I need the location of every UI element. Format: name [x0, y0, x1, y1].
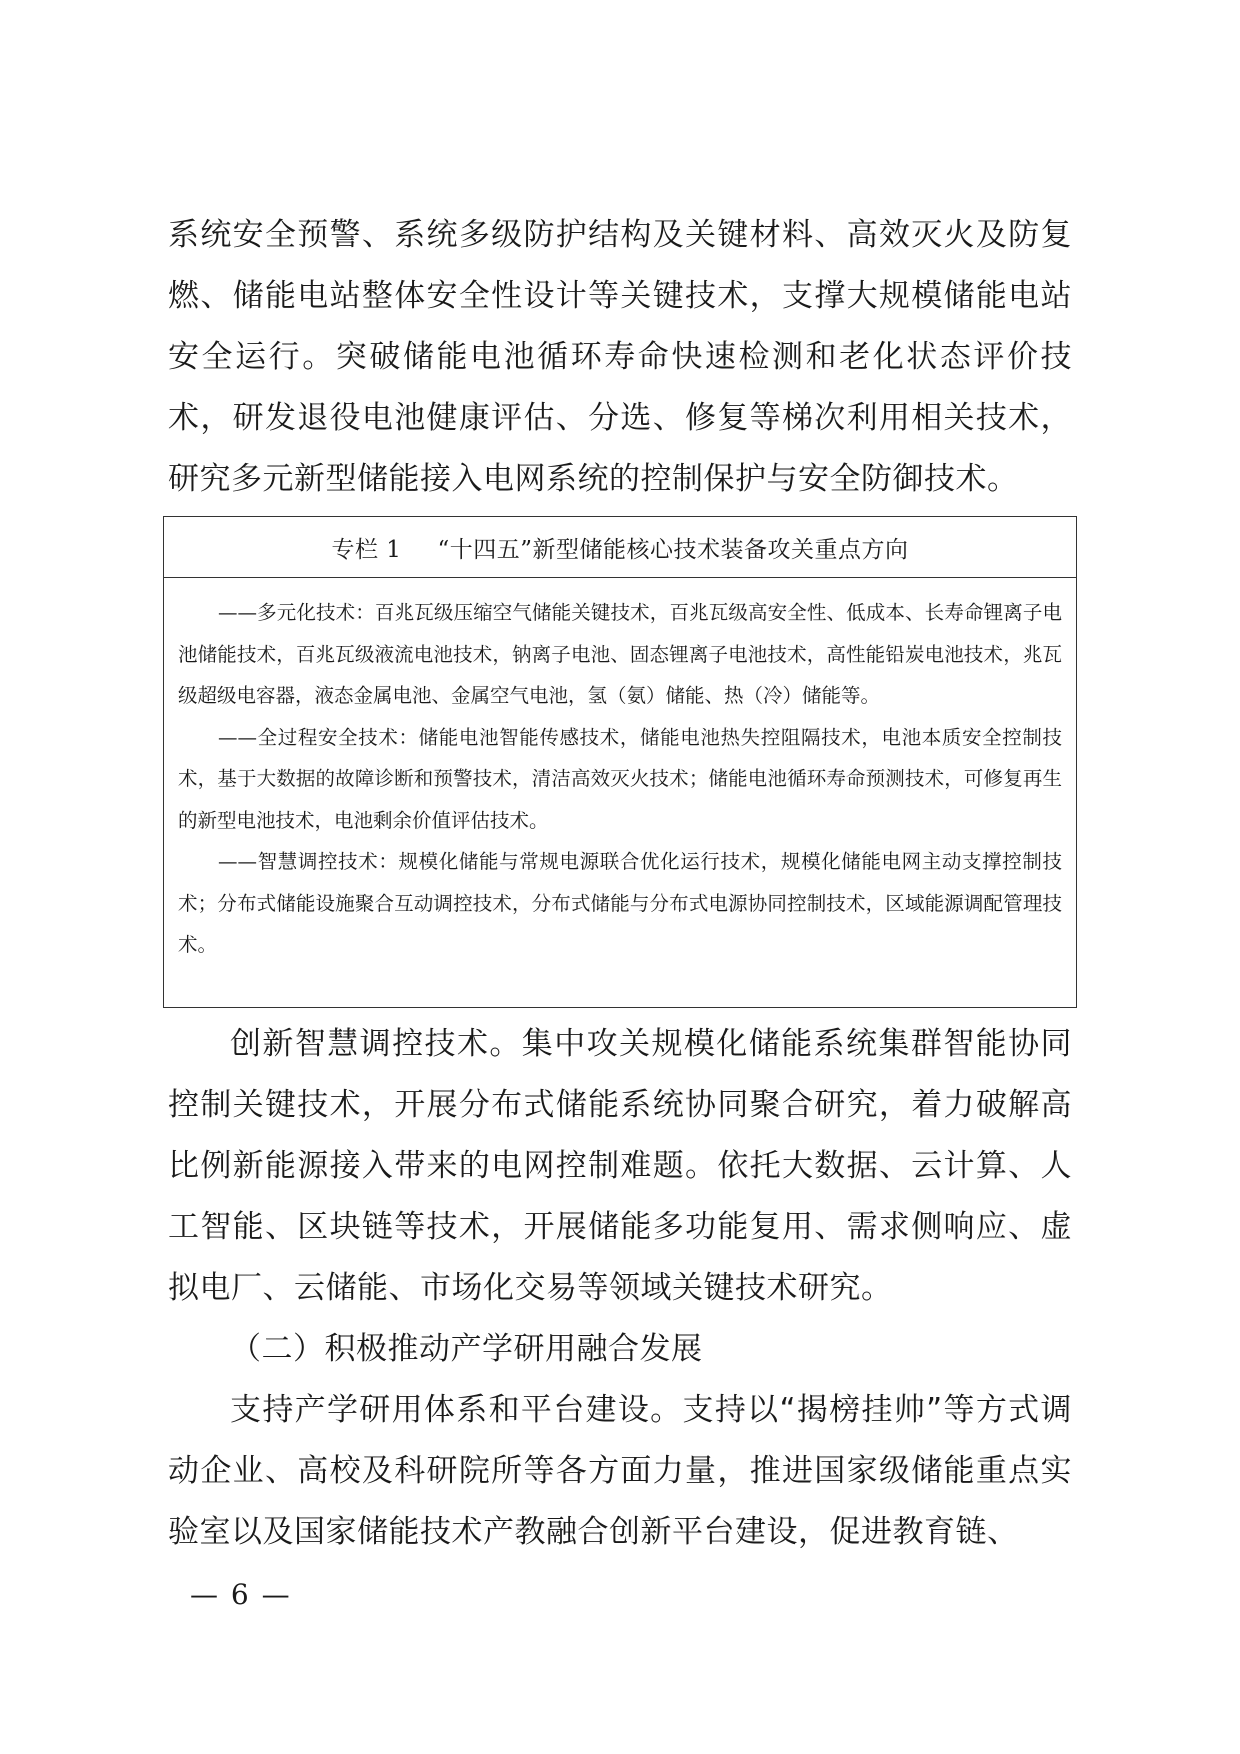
body-paragraph: 创新智慧调控技术。集中攻关规模化储能系统集群智能协同控制关键技术，开展分布式储能系统协同聚合研究，着力破解高比例新能源接入带来的电网控制难题。依托大数据、云计算、人工智能、区块链等技术，开展储能多功能复用、需求侧响应、虚拟电厂、云储能、市场化交易等领域关键技术研究。 — [168, 1026, 1072, 1306]
page-number: — 6 — — [190, 1578, 292, 1611]
column-box — [163, 516, 1077, 1008]
body-paragraph: 支持产学研用体系和平台建设。支持以“揭榜挂帅”等方式调动企业、高校及科研院所等各方面力量，推进国家级储能重点实验室以及国家储能技术产教融合创新平台建设，促进教育链、 — [168, 1392, 1072, 1550]
column-item-diversified-tech: ——多元化技术：百兆瓦级压缩空气储能关键技术，百兆瓦级高安全性、低成本、长寿命锂离子电池储能技术，百兆瓦级液流电池技术，钠离子电池、固态锂离子电池技术，高性能铅炭电池技术，兆瓦级超级电容器，液态金属电池、金属空气电池，氢（氨）储能、热（冷）储能等。 — [178, 601, 1062, 707]
column-title-row — [164, 517, 1076, 578]
column-item-full-process-safety-tech: ——全过程安全技术：储能电池智能传感技术，储能电池热失控阻隔技术，电池本质安全控制技术，基于大数据的故障诊断和预警技术，清洁高效灭火技术；储能电池循环寿命预测技术，可修复再生的新型电池技术，电池剩余价值评估技术。 — [178, 725, 1062, 832]
column-label: 专栏 1 — [331, 536, 402, 563]
column-body — [164, 578, 1076, 966]
column-item-smart-control-tech: ——智慧调控技术：规模化储能与常规电源联合优化运行技术，规模化储能电网主动支撑控制技术；分布式储能设施聚合互动调控技术，分布式储能与分布式电源协同控制技术，区域能源调配管理技术。 — [178, 850, 1062, 956]
section-heading: （二）积极推动产学研用融合发展 — [230, 1331, 703, 1367]
column-title: “十四五”新型储能核心技术装备攻关重点方向 — [437, 536, 909, 563]
body-paragraph: 系统安全预警、系统多级防护结构及关键材料、高效灭火及防复燃、储能电站整体安全性设计等关键技术，支撑大规模储能电站安全运行。突破储能电池循环寿命快速检测和老化状态评价技术，研发退役电池健康评估、分选、修复等梯次利用相关技术，研究多元新型储能接入电网系统的控制保护与安全防御技术。 — [168, 217, 1072, 497]
